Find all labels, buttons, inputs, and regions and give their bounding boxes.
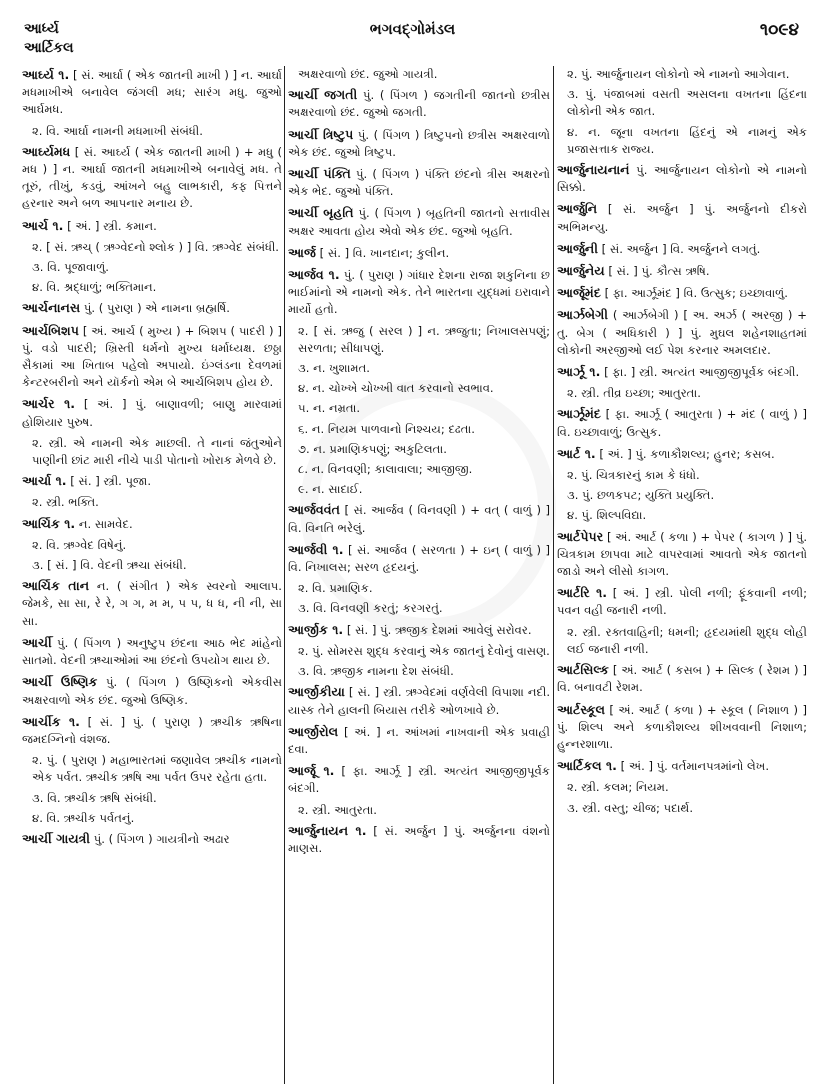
headword: આર્ચી ગાયત્રી xyxy=(22,830,91,846)
dictionary-entry xyxy=(22,395,282,430)
definition-text: [ અં. આર્ટ ( કળા ) + પેપર ( કાગળ ) ] પું. ચિત્રકામ છાપવા માટે વાપરવામાં આવતો એક જાતનો જાડો અને લીસો કાગળ. xyxy=(557,529,807,579)
entry-sense xyxy=(557,487,807,504)
entry-sense xyxy=(22,239,282,256)
headword: આર્ટસિલ્ક xyxy=(557,662,609,678)
dictionary-entry xyxy=(22,322,282,392)
definition-text: ૨. પું. ( પુરાણ ) મહાભારતમાં જણાવેલ ઋચીક નામનો એક પર્વત. ઋચીક ઋષિ આ પર્વત ઉપર રહેતા હતા. xyxy=(32,753,282,785)
definition-text: [ સં. ] પું. ( પુરાણ ) ઋચીક ઋષિના જમદગ્નિનો વંશજ. xyxy=(22,714,282,746)
headword: આર્જીક ૧. xyxy=(288,621,344,637)
headword: આર્જવવંત xyxy=(288,502,340,518)
definition-text: ૯. ન. સાદાઈ. xyxy=(298,482,363,497)
entry-sense xyxy=(22,557,282,574)
headword: આર્જવી ૧. xyxy=(288,541,344,557)
definition-text: ૮. ન. વિનવણી; કાલાવાલા; આજીજી. xyxy=(298,462,473,477)
definition-text: ૨. [ સં. ઋચ્ ( ઋગ્વેદનો શ્લોક ) ] વિ. ઋગ્વેદ સંબંધી. xyxy=(32,239,279,254)
headword: આર્જુનેય xyxy=(557,263,605,279)
entry-sense xyxy=(557,124,807,158)
definition-text: ૪. વિ. શ્રદ્ધાળું; ભક્તિમાન. xyxy=(32,280,157,295)
dictionary-entry xyxy=(288,621,550,639)
definition-text: ૩. [ સં. ] વિ. વેદની ઋચા સંબંધી. xyxy=(32,558,187,573)
headword: આર્ટ ૧. xyxy=(557,445,596,461)
headword: આર્ચીક ૧. xyxy=(22,713,80,729)
definition-text: [ સં. અર્જુન ] પું. અર્જુનનો દીકરો અભિમન્યુ. xyxy=(557,202,807,234)
headword: આર્ઘ્યમધ xyxy=(22,143,71,159)
definition-text: ૨. સ્ત્રી. ભક્તિ. xyxy=(32,495,99,510)
definition-text: ૪. ન. જૂના વખતના હિંદનું એ નામનું એક પ્રજાસત્તાક રાજ્ય. xyxy=(567,124,807,156)
definition-text: અક્ષરવાળો છંદ. જુઓ ગાયત્રી. xyxy=(298,67,438,81)
definition-text: ૨. વિ. પ્રમાણિક. xyxy=(298,581,373,596)
dictionary-entry xyxy=(557,528,807,581)
dictionary-entry xyxy=(557,284,807,302)
definition-text: ૭. ન. પ્રમાણિકપણું; અકુટિલતા. xyxy=(298,441,447,456)
headword: આર્ચી ત્રિષ્ટુપ xyxy=(288,126,354,142)
definition-text: ૪. પું. શિલ્પવિદ્યા. xyxy=(567,508,647,523)
headword: આર્ચિક ૧. xyxy=(22,515,76,531)
entry-sense xyxy=(288,643,550,660)
entry-sense xyxy=(288,441,550,458)
definition-text: [ અં. ] સ્ત્રી. કમાન. xyxy=(67,218,157,233)
column-divider-2 xyxy=(553,66,554,1084)
entry-sense xyxy=(288,580,550,597)
entry-sense xyxy=(22,790,282,807)
definition-text: [ સં. આર્જવ ( વિનવણી ) + વત્ ( વાળું ) ] વિ. વિનતિ ભરેલું. xyxy=(288,503,550,535)
headword: આર્ચ ૧. xyxy=(22,217,64,233)
definition-text: પું. ( પિંગળ ) બૃહતિની જાતનો સત્તાવીસ અક્ષર આવતા હોય એવો એક છંદ. જુઓ બૃહતિ. xyxy=(288,206,550,238)
dictionary-entry xyxy=(22,830,282,848)
entry-sense xyxy=(288,600,550,617)
entry-sense xyxy=(288,360,550,377)
dictionary-entry xyxy=(288,244,550,262)
page-number: ૧૦૯૪ xyxy=(759,20,799,40)
headword: આર્ચર ૧. xyxy=(22,396,76,412)
definition-text: ૨. સ્ત્રી. એ નામની એક માછલી. તે નાનાં જંતુઓને પાણીની છાંટ મારી નીચે પાડી પોતાનો ખોરાક મેળવે છે. xyxy=(32,435,282,468)
headword: આર્ટસ્કૂલ xyxy=(557,701,605,717)
dictionary-entry xyxy=(288,204,550,239)
entry-sense xyxy=(557,779,807,796)
definition-text: ૩. વિ. ઋચીક ઋષિ સંબંધી. xyxy=(32,790,157,805)
definition-text: [ સં. ] પું. ઋજીક દેશમાં આવેલું સરોવર. xyxy=(346,622,532,637)
entry-sense xyxy=(557,385,807,402)
definition-text: [ સં. આર્ઘા ( એક જાતની માખી ) ] ન. આર્ઘા મધમાખીએ બનાવેલ જંગલી મધ; સારંગ મધુ. જુઓ આર્ઘમધ. xyxy=(22,68,282,117)
definition-text: ૨. સ્ત્રી. આતુરતા. xyxy=(298,802,377,817)
headword: આર્જીકીયા xyxy=(288,684,345,700)
entry-sense xyxy=(288,400,550,417)
entry-sense xyxy=(22,259,282,276)
entry-sense xyxy=(288,802,550,819)
definition-text: પું. ( પિંગળ ) ઉષ્ણિકનો એકવીસ અક્ષરવાળો એક છંદ. જુઓ ઉષ્ણિક. xyxy=(22,675,282,707)
entry-sense xyxy=(288,481,550,498)
definition-text: [ સં. ] પું. કૌત્સ ઋષિ. xyxy=(608,264,710,279)
definition-text: ૨. પું. ચિત્રકારનું કામ કે ધંધો. xyxy=(567,468,700,483)
definition-text: [ અં. આર્ચ ( મુખ્ય ) + બિશપ ( પાદરી ) ] પું. વડો પાદરી; ખ્રિસ્તી ધર્મનો મુખ્ય ધર્માધ્યક્ષ. છઠ્ઠા સૈકામાં આ ખિતાબ પહેલો અપાયો. ઇંગ્લંડના દેવળમાં કેન્ટરબરીનો અને યૉર્કનો એમ બે આર્ચબિશપ હોય છે. xyxy=(22,323,282,390)
guide-word-bottom: આર્ટિકલ xyxy=(24,40,74,56)
definition-text: ૬. ન. નિયમ પાળવાનો નિશ્ચય; દઢતા. xyxy=(298,421,475,436)
dictionary-entry xyxy=(22,143,282,213)
dictionary-entry xyxy=(22,299,282,317)
headword: આર્ચી પંક્તિ xyxy=(288,166,351,182)
definition-text: [ ફા. ] સ્ત્રી. અત્યંત આજીજીપૂર્વક બંદગી. xyxy=(604,365,800,380)
definition-text: [ અં. ] ન. આંખમાં નાખવાની એક પ્રવાહી દવા. xyxy=(288,724,550,756)
dictionary-entry xyxy=(22,673,282,708)
entry-sense xyxy=(557,800,807,817)
entry-sense xyxy=(557,86,807,120)
dictionary-entry xyxy=(22,713,282,748)
dictionary-entry xyxy=(557,363,807,381)
definition-text: ૪. વિ. ઋચીક પર્વતનું. xyxy=(32,810,135,825)
definition-text: ૩. સ્ત્રી. વસ્તુ; ચીજ; પદાર્થ. xyxy=(567,800,694,815)
entry-sense xyxy=(22,435,282,469)
definition-text: ૩. ન. ખુશામત. xyxy=(298,361,370,376)
entry-sense xyxy=(288,380,550,397)
definition-text: ૨. પું. સોમરસ શુદ્ધ કરવાનું એક જાતનું દેવોનું વાસણ. xyxy=(298,643,550,658)
column-right xyxy=(557,66,807,1081)
dictionary-entry xyxy=(288,126,550,161)
dictionary-entry xyxy=(22,515,282,533)
entry-sense xyxy=(557,624,807,658)
headword: આર્ઝૂ ૧. xyxy=(557,364,601,380)
headword: આર્જવ ૧. xyxy=(288,267,340,283)
definition-text: [ ફા. આર્ઝૂમંદ ] વિ. ઉત્સુક; ઇચ્છાવાળું. xyxy=(604,286,788,301)
entry-sense xyxy=(22,810,282,827)
entry-sense xyxy=(288,461,550,478)
definition-text: પું. ( પિંગળ ) ગાયત્રીનો અઢાર xyxy=(93,831,230,846)
headword: આર્ટિકલ ૧. xyxy=(557,758,617,774)
definition-text: [ સં. અર્જુન ] વિ. અર્જુનને લગતું. xyxy=(601,241,761,256)
headword: આર્ચી ઉષ્ણિક xyxy=(22,674,98,690)
entry-sense xyxy=(288,663,550,680)
entry-sense xyxy=(288,323,550,357)
dictionary-entry xyxy=(288,683,550,718)
dictionary-entry xyxy=(557,757,807,775)
definition-text: ૨. [ સં. ઋજુ ( સરલ ) ] ન. ઋજુતા; નિખાલસપણું; સરળતા; સીધાપણું. xyxy=(298,323,550,355)
headword: આર્જુનાયન ૧. xyxy=(288,822,367,838)
definition-text: [ ફા. આર્ઝૂ ] સ્ત્રી. અત્યંત આજીજીપૂર્વક બંદગી. xyxy=(288,764,550,796)
definition-text: ૨. વિ. ઋગ્વેદ વિષેનું. xyxy=(32,537,127,552)
headword: આર્જ xyxy=(288,244,316,260)
definition-text: [ અં. ] પું. કળાકૌશલ્ય; હુનર; કસબ. xyxy=(599,446,775,461)
headword: આર્જુનિ xyxy=(557,201,598,217)
definition-text: ૨. વિ. આર્ઘા નામની મધમાખી સંબંધી. xyxy=(32,123,203,138)
definition-text: ૨. સ્ત્રી. તીવ્ર ઇચ્છા; આતુરતા. xyxy=(567,386,701,401)
definition-text: [ અં. ] પું. વર્તમાનપત્રમાંનો લેખ. xyxy=(620,759,770,774)
headword: આર્ચી બૃહતિ xyxy=(288,205,354,221)
dictionary-entry xyxy=(557,445,807,463)
definition-text: [ અં. ] પું. બાણાવળી; બાણુ મારવામાં હોશિયાર પુરુષ. xyxy=(22,397,282,429)
dictionary-entry xyxy=(22,472,282,490)
definition-text: [ અં. ] સ્ત્રી. પોલી નળી; ફૂંકવાની નળી; પવન વહી જનારી નળી. xyxy=(557,586,807,618)
dictionary-entry xyxy=(288,86,550,121)
headword: આર્જીરોલ xyxy=(288,723,339,739)
definition-text: [ અં. આર્ટ ( કળા ) + સ્કૂલ ( નિશાળ ) ] પું. શિલ્પ અને કળાકૌશલ્ય શીખવવાની નિશાળ; હુન્નરશાળા. xyxy=(557,702,807,751)
headword: આર્જુની xyxy=(557,240,598,256)
definition-text: ૩. વિ. વિનવણી કરતું; કરગરતું. xyxy=(298,601,443,616)
headword: આર્ચનાનસ xyxy=(22,300,81,316)
definition-text: ૨. સ્ત્રી. કલમ; નિયમ. xyxy=(567,780,669,795)
definition-text: ૪. ન. ચોખ્ખે ચોખ્ખી વાત કરવાનો સ્વભાવ. xyxy=(298,381,494,396)
definition-text: ૫. ન. નમ્રતા. xyxy=(298,401,361,416)
dictionary-entry xyxy=(557,200,807,235)
definition-text: ન. ( સંગીત ) એક સ્વરનો આલાપ. જેમકે, સા સા, રે રે, ગ ગ, મ મ, પ પ, ધ ધ, ની ની, સા સા. xyxy=(22,579,282,628)
definition-text: ૨. પું. આર્જુનાયન લોકોનો એ નામનો આગેવાન. xyxy=(567,67,790,81)
definition-text: [ સં. ] સ્ત્રી. ઋગ્વેદમાં વર્ણવેલી વિપાશા નદી. યાસ્ક તેને હાલની બિયાસ તરીકે ઓળખાવે છે. xyxy=(288,685,550,717)
definition-text: [ સં. આર્જવ ( સરળતા ) + ઇન્ ( વાળું ) ] વિ. નિખાલસ; સરળ હૃદયનું. xyxy=(288,542,550,575)
dictionary-entry xyxy=(22,217,282,235)
page-title: ભગવદ્ગોમંડલ xyxy=(369,20,456,38)
definition-text: પું. ( પિંગળ ) અનુષ્ટુપ છંદના આઠ ભેદ માંહેનો સાતમો. વેદની ઋચાઓમાં આ છંદનો ઉપયોગ થાય છે. xyxy=(22,635,282,668)
dictionary-entry xyxy=(22,634,282,669)
dictionary-entry xyxy=(557,701,807,754)
headword: આર્ચિક તાન xyxy=(22,578,90,594)
dictionary-entry xyxy=(288,541,550,576)
dictionary-entry xyxy=(557,306,807,359)
dictionary-entry xyxy=(557,262,807,280)
entry-sense xyxy=(22,494,282,511)
headword: આર્ટપેપર xyxy=(557,528,604,544)
definition-text: ૩. વિ. ઋજીક નામના દેશ સંબંધી. xyxy=(298,664,454,679)
definition-text: [ સં. અર્જુન ] પું. અર્જુનના વંશનો માણસ. xyxy=(288,823,550,855)
definition-text: ૩. પું. છળકપટ; યુક્તિ પ્રયુક્તિ. xyxy=(567,488,715,503)
dictionary-entry xyxy=(557,661,807,696)
definition-text: પું. ( પિંગળ ) પંક્તિ છંદનો ત્રીસ અક્ષરનો એક ભેદ. જુઓ પંક્તિ. xyxy=(288,167,550,199)
definition-text: ન. સામવેદ. xyxy=(78,516,133,531)
entry-sense xyxy=(22,752,282,786)
headword: આર્ચબિશપ xyxy=(22,322,79,338)
definition-text: પું. ( પુરાણ ) એ નામના બ્રહ્મર્ષિ. xyxy=(83,301,230,316)
headword: આર્ઘ્ય ૧. xyxy=(22,67,70,82)
guide-word-top: આર્ધ્ય xyxy=(24,21,59,37)
headword: આર્જુનાયનાનં xyxy=(557,162,630,178)
definition-text: પું. ( પિંગળ ) ત્રિષ્ટુપનો છત્રીસ અક્ષરવાળો એક છંદ. જુઓ ત્રિષ્ટુપ. xyxy=(288,127,550,159)
headword: આર્ઝબેગી xyxy=(557,307,608,323)
definition-text: પું. ( પિંગળ ) જગતીની જાતનો છત્રીસ અક્ષરવાળો છંદ. જુઓ જગતી. xyxy=(288,88,550,120)
headword: આર્ઝૂમંદ xyxy=(557,406,601,422)
dictionary-entry xyxy=(22,66,282,119)
dictionary-entry xyxy=(557,405,807,440)
column-left xyxy=(22,66,282,1081)
dictionary-entry xyxy=(288,822,550,857)
dictionary-entry xyxy=(557,240,807,258)
definition-text: [ અં. આર્ટ ( કસબ ) + સિલ્ક ( રેશમ ) ] વિ. બનાવટી રેશમ. xyxy=(557,663,807,695)
headword: આર્જૂ ૧. xyxy=(288,763,335,779)
entry-sense xyxy=(557,66,807,83)
dictionary-entry xyxy=(557,161,807,196)
dictionary-entry xyxy=(288,501,550,536)
headword: આર્ચી જગતી xyxy=(288,87,358,103)
definition-text: [ સં. ] વિ. ખાનદાન; કુલીન. xyxy=(319,245,450,260)
headword: આર્ચી xyxy=(22,634,52,650)
entry-sense xyxy=(22,537,282,554)
definition-text: [ સં. ] સ્ત્રી. પૂજા. xyxy=(70,474,152,489)
definition-text: ૩. વિ. પૂજાવાળું. xyxy=(32,260,109,275)
definition-text: પું. ( પુરાણ ) ગાંધાર દેશના રાજા શકુનિના છ ભાઈમાંનો એ નામનો એક. તેને ભારતના યુદ્ધમાં ઇરાવાને માર્યો હતો. xyxy=(288,268,550,317)
dictionary-entry xyxy=(288,723,550,758)
column-middle xyxy=(288,66,550,1081)
entry-sense xyxy=(557,467,807,484)
headword: આર્જૂમંદ xyxy=(557,285,601,301)
entry-sense xyxy=(22,123,282,140)
definition-text: ( આર્ઝબેગી ) [ અ. અર્ઝ ( અરજી ) + તુ. બેગ ( અધિકારી ) ] પું. મુઘલ શહેનશાહતમાં લોકોની અરજીઓ લઈ પેશ કરનાર અમલદાર. xyxy=(557,308,807,357)
definition-text: પું. આર્જુનાયન લોકોનો એ નામનો સિક્કો. xyxy=(557,163,807,195)
dictionary-entry xyxy=(22,577,282,630)
definition-text: ૩. પું. પંજાબમાં વસતી અસલના વખતના હિંદના લોકોની એક જાત. xyxy=(567,87,807,119)
definition-text: [ ફા. આર્ઝૂ ( આતુરતા ) + મંદ ( વાળું ) ] વિ. ઇચ્છાવાળું; ઉત્સુક. xyxy=(557,407,807,439)
entry-sense xyxy=(288,66,550,83)
dictionary-entry xyxy=(288,762,550,797)
headword: આર્ટરિ ૧. xyxy=(557,585,608,601)
definition-text: ૨. સ્ત્રી. રક્તવાહિની; ધમની; હૃદયમાંથી શુદ્ધ લોહી લઈ જનારી નળી. xyxy=(567,624,807,656)
dictionary-entry xyxy=(288,165,550,200)
dictionary-entry xyxy=(557,584,807,619)
dictionary-entry xyxy=(288,266,550,319)
entry-sense xyxy=(22,279,282,296)
headword: આર્ચા ૧. xyxy=(22,473,67,489)
entry-sense xyxy=(288,421,550,438)
entry-sense xyxy=(557,507,807,524)
column-divider-1 xyxy=(284,66,285,1084)
definition-text: [ સં. આર્ઘ્ય ( એક જાતની માખી ) + મધુ ( મધ ) ] ન. આર્ઘા જાતની મધમાખીએ બનાવેલું મધ. તે તૂરું, તીખું, કડવું, આંખને બહુ લાભકારી, કફ પિત્તને હરનાર અને બળ આપનાર મનાય છે. xyxy=(22,144,282,211)
